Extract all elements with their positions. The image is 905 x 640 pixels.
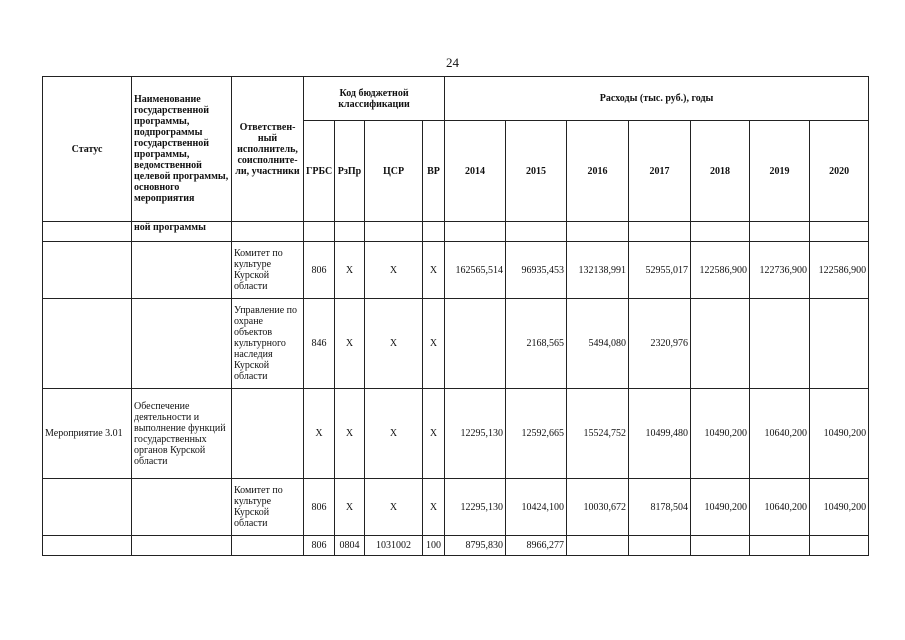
status-cell xyxy=(43,299,132,389)
expense-cell-2016: 15524,752 xyxy=(567,389,629,479)
table-row xyxy=(43,479,869,536)
executor-cell xyxy=(232,536,304,556)
csr-cell: Х xyxy=(365,389,423,479)
expense-cell-2020 xyxy=(810,299,869,389)
expense-cell-2016: 132138,991 xyxy=(567,242,629,299)
expense-cell-2014 xyxy=(445,222,506,242)
expense-cell-2018: 10490,200 xyxy=(691,389,750,479)
expense-cell-2016 xyxy=(567,536,629,556)
table-row xyxy=(43,536,869,556)
status-cell xyxy=(43,242,132,299)
header-expenses: Расходы (тыс. руб.), годы xyxy=(445,77,869,121)
header-year-2020: 2020 xyxy=(810,121,869,222)
grbs-cell: Х xyxy=(304,389,335,479)
executor-cell xyxy=(232,389,304,479)
grbs-cell: 846 xyxy=(304,299,335,389)
header-budget-code: Код бюджетной классификации xyxy=(304,77,445,121)
expense-cell-2017: 10499,480 xyxy=(629,389,691,479)
csr-cell: Х xyxy=(365,299,423,389)
name-cell: ной программы xyxy=(132,222,232,242)
grbs-cell: 806 xyxy=(304,536,335,556)
vr-cell: Х xyxy=(423,242,445,299)
rzpr-cell: Х xyxy=(335,242,365,299)
header-year-2014: 2014 xyxy=(445,121,506,222)
table-row xyxy=(43,242,869,299)
grbs-cell xyxy=(304,222,335,242)
header-code-rzpr: РзПр xyxy=(335,121,365,222)
status-cell xyxy=(43,222,132,242)
expense-cell-2017 xyxy=(629,222,691,242)
header-code-csr: ЦСР xyxy=(365,121,423,222)
vr-cell: 100 xyxy=(423,536,445,556)
name-cell xyxy=(132,536,232,556)
expense-cell-2017: 2320,976 xyxy=(629,299,691,389)
rzpr-cell: Х xyxy=(335,479,365,536)
expense-cell-2019 xyxy=(750,222,810,242)
header-year-2017: 2017 xyxy=(629,121,691,222)
expense-cell-2018 xyxy=(691,222,750,242)
expense-cell-2020: 10490,200 xyxy=(810,389,869,479)
table-row xyxy=(43,389,869,479)
name-cell: Обеспечение деятельности и выполнение функций государственных органов Курской области xyxy=(132,389,232,479)
executor-cell xyxy=(232,222,304,242)
expense-cell-2017: 8178,504 xyxy=(629,479,691,536)
executor-cell: Комитет по культуре Курской области xyxy=(232,242,304,299)
name-cell xyxy=(132,242,232,299)
expense-cell-2014 xyxy=(445,299,506,389)
expense-cell-2015: 96935,453 xyxy=(506,242,567,299)
expense-cell-2020: 10490,200 xyxy=(810,479,869,536)
expense-cell-2019: 10640,200 xyxy=(750,479,810,536)
vr-cell: Х xyxy=(423,389,445,479)
header-executor: Ответствен-ный исполнитель, соисполните-ли, участники xyxy=(232,77,304,222)
expense-cell-2018 xyxy=(691,536,750,556)
expense-cell-2014: 162565,514 xyxy=(445,242,506,299)
header-code-vr: ВР xyxy=(423,121,445,222)
table-row xyxy=(43,299,869,389)
rzpr-cell xyxy=(335,222,365,242)
expense-cell-2015: 2168,565 xyxy=(506,299,567,389)
expense-cell-2018: 10490,200 xyxy=(691,479,750,536)
header-year-2015: 2015 xyxy=(506,121,567,222)
expense-cell-2015: 12592,665 xyxy=(506,389,567,479)
expense-cell-2014: 8795,830 xyxy=(445,536,506,556)
expense-cell-2020: 122586,900 xyxy=(810,242,869,299)
expense-cell-2019 xyxy=(750,299,810,389)
grbs-cell: 806 xyxy=(304,242,335,299)
status-cell xyxy=(43,536,132,556)
csr-cell: Х xyxy=(365,242,423,299)
header-year-2018: 2018 xyxy=(691,121,750,222)
executor-cell: Комитет по культуре Курской области xyxy=(232,479,304,536)
expense-cell-2019: 10640,200 xyxy=(750,389,810,479)
expense-cell-2016: 10030,672 xyxy=(567,479,629,536)
page-number: 24 xyxy=(446,55,459,70)
csr-cell: 1031002 xyxy=(365,536,423,556)
name-cell xyxy=(132,479,232,536)
expense-cell-2019: 122736,900 xyxy=(750,242,810,299)
status-cell: Мероприятие 3.01 xyxy=(43,389,132,479)
header-name: Наименование государственной программы, подпрограммы государственной программы, ведомственной целевой программы, основного мероприятия xyxy=(132,77,232,222)
expense-cell-2018 xyxy=(691,299,750,389)
rzpr-cell: Х xyxy=(335,389,365,479)
executor-cell: Управление по охране объектов культурного наследия Курской области xyxy=(232,299,304,389)
expense-cell-2020 xyxy=(810,222,869,242)
table-row xyxy=(43,222,869,242)
status-cell xyxy=(43,479,132,536)
expense-cell-2020 xyxy=(810,536,869,556)
header-code-grbs: ГРБС xyxy=(304,121,335,222)
expense-cell-2019 xyxy=(750,536,810,556)
rzpr-cell: Х xyxy=(335,299,365,389)
expense-cell-2016 xyxy=(567,222,629,242)
expense-cell-2014: 12295,130 xyxy=(445,479,506,536)
expense-cell-2017: 52955,017 xyxy=(629,242,691,299)
name-cell xyxy=(132,299,232,389)
header-status: Статус xyxy=(43,77,132,222)
csr-cell xyxy=(365,222,423,242)
budget-table xyxy=(42,76,869,556)
expense-cell-2015 xyxy=(506,222,567,242)
vr-cell: Х xyxy=(423,479,445,536)
expense-cell-2015: 10424,100 xyxy=(506,479,567,536)
header-year-2016: 2016 xyxy=(567,121,629,222)
expense-cell-2014: 12295,130 xyxy=(445,389,506,479)
expense-cell-2015: 8966,277 xyxy=(506,536,567,556)
expense-cell-2018: 122586,900 xyxy=(691,242,750,299)
rzpr-cell: 0804 xyxy=(335,536,365,556)
grbs-cell: 806 xyxy=(304,479,335,536)
expense-cell-2017 xyxy=(629,536,691,556)
csr-cell: Х xyxy=(365,479,423,536)
vr-cell xyxy=(423,222,445,242)
expense-cell-2016: 5494,080 xyxy=(567,299,629,389)
header-year-2019: 2019 xyxy=(750,121,810,222)
vr-cell: Х xyxy=(423,299,445,389)
